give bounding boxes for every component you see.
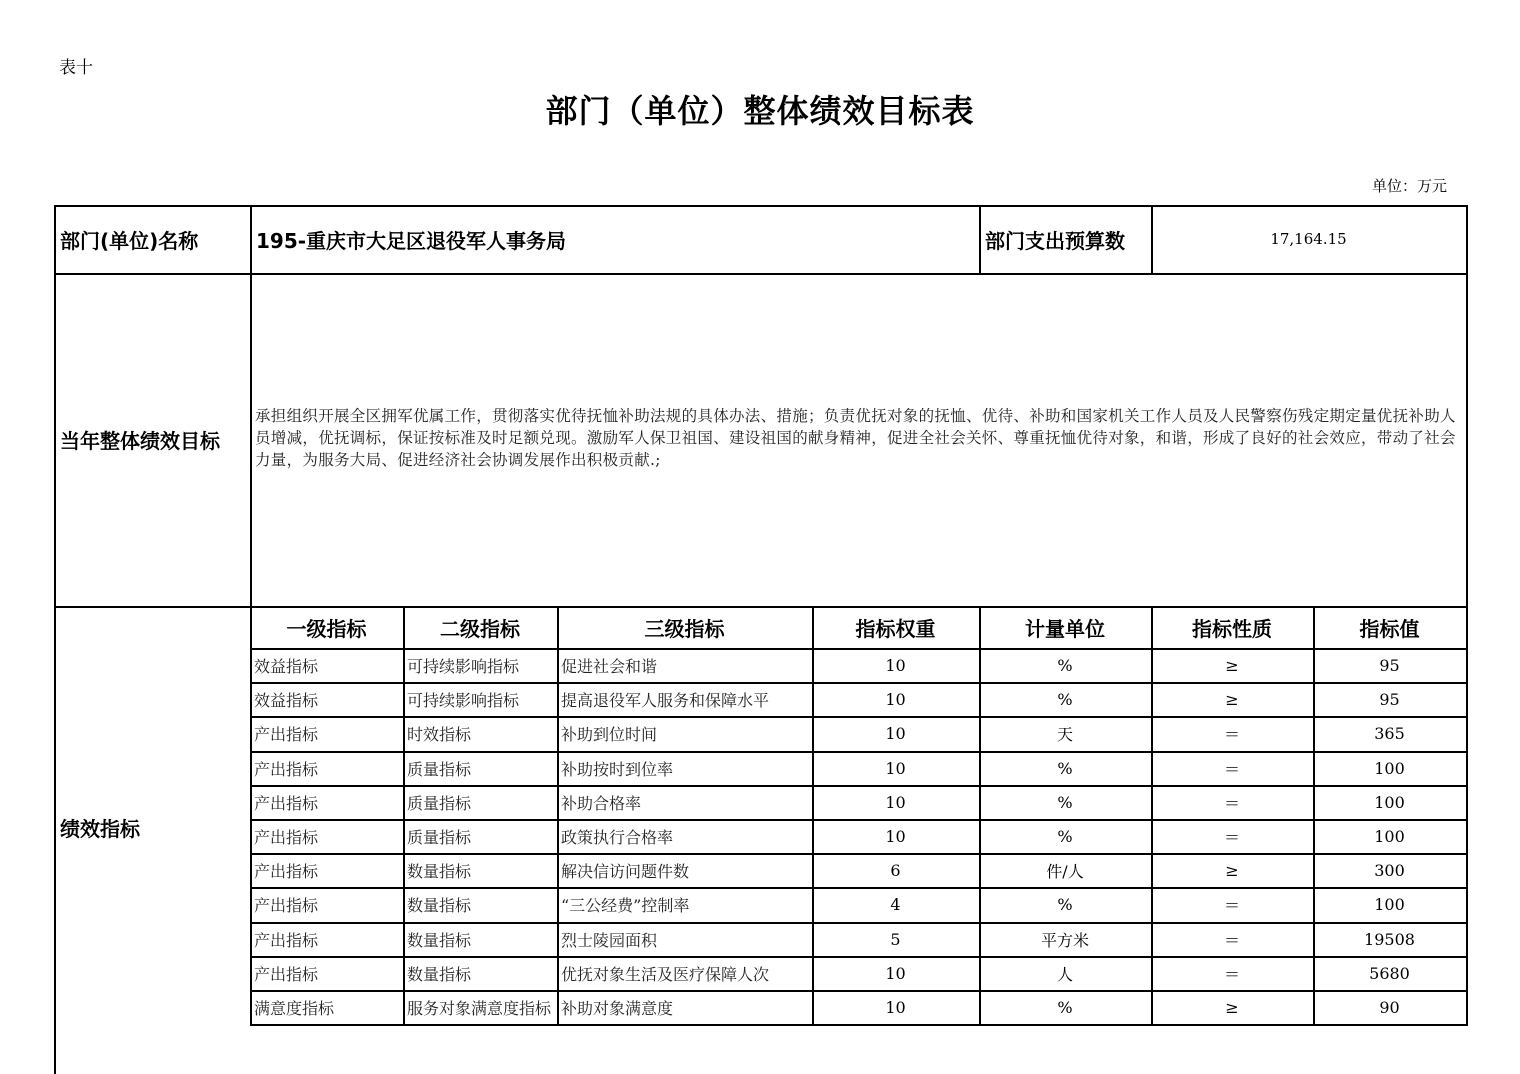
table-cell: 10 bbox=[885, 689, 906, 709]
table-cell: % bbox=[1057, 792, 1073, 812]
table-rule bbox=[54, 273, 1466, 275]
table-cell: 10 bbox=[885, 997, 906, 1017]
table-cell: 100 bbox=[1374, 792, 1405, 812]
table-cell: 100 bbox=[1374, 758, 1405, 778]
table-cell: “三公经费”控制率 bbox=[561, 896, 690, 915]
table-cell: 促进社会和谐 bbox=[561, 656, 658, 676]
column-header: 一级指标 bbox=[286, 616, 367, 641]
column-header: 指标值 bbox=[1359, 616, 1420, 641]
table-cell: 产出指标 bbox=[254, 964, 319, 984]
table-cell: ＝ bbox=[1223, 964, 1240, 984]
column-header: 二级指标 bbox=[440, 616, 520, 641]
table-cell: 产出指标 bbox=[254, 793, 319, 813]
table-cell: ＝ bbox=[1223, 759, 1240, 779]
table-cell: 解决信访问题件数 bbox=[561, 861, 690, 881]
table-cell: 10 bbox=[885, 758, 906, 778]
table-cell: 优抚对象生活及医疗保障人次 bbox=[561, 964, 770, 984]
table-number: 表十 bbox=[59, 58, 93, 78]
table-cell: 提高退役军人服务和保障水平 bbox=[561, 690, 770, 710]
indicators-label: 绩效指标 bbox=[60, 817, 140, 841]
table-cell: 数量指标 bbox=[407, 930, 472, 950]
table-cell: % bbox=[1057, 826, 1073, 846]
budget-label: 部门支出预算数 bbox=[985, 228, 1125, 253]
table-cell: 天 bbox=[1056, 725, 1073, 744]
column-header: 三级指标 bbox=[644, 616, 725, 641]
table-cell: 烈士陵园面积 bbox=[561, 930, 658, 950]
dept-name-value: 195-重庆市大足区退役军人事务局 bbox=[256, 228, 567, 253]
page-title: 部门（单位）整体绩效目标表 bbox=[545, 92, 975, 130]
table-cell: ＝ bbox=[1223, 930, 1240, 950]
table-cell: ＝ bbox=[1223, 725, 1240, 744]
table-cell: % bbox=[1057, 758, 1073, 778]
table-cell: 100 bbox=[1374, 895, 1405, 914]
table-cell: 95 bbox=[1379, 655, 1400, 675]
table-cell: 10 bbox=[885, 826, 906, 846]
table-cell: 10 bbox=[885, 724, 906, 743]
table-cell: 95 bbox=[1379, 689, 1400, 709]
table-cell: 6 bbox=[890, 860, 901, 880]
table-cell: ＝ bbox=[1223, 827, 1240, 847]
table-cell: 件/人 bbox=[1046, 861, 1084, 881]
table-cell: ≥ bbox=[1225, 689, 1239, 709]
table-cell: 质量指标 bbox=[407, 793, 472, 813]
table-cell: 补助按时到位率 bbox=[561, 759, 674, 779]
table-cell: 时效指标 bbox=[407, 725, 472, 744]
goal-text: 承担组织开展全区拥军优属工作，贯彻落实优待抚恤补助法规的具体办法、措施；负责优抚对象的抚恤、优待、补助和国家机关工作人员及人民警察伤残定期定量优抚补助人员增减，优抚调标，保证按标准及时足额兑现。激励军人保卫祖国、建设祖国的献身精神，促进全社会关怀、尊重抚恤优待对象，和谐，形成了良好的社会效应，带动了社会力量，为服务大局、促进经济社会协调发展作出积极贡献.; bbox=[255, 407, 1456, 469]
table-cell: 数量指标 bbox=[407, 896, 472, 915]
column-header: 指标权重 bbox=[855, 616, 936, 641]
table-cell: 补助对象满意度 bbox=[561, 998, 674, 1018]
table-cell: % bbox=[1057, 655, 1073, 675]
table-cell: 产出指标 bbox=[254, 930, 319, 950]
table-cell: ≥ bbox=[1225, 655, 1239, 675]
budget-value: 17,164.15 bbox=[1270, 230, 1347, 248]
table-cell: ≥ bbox=[1225, 860, 1239, 880]
table-cell: ＝ bbox=[1223, 793, 1240, 813]
table-cell: 产出指标 bbox=[254, 725, 319, 744]
table-cell: 5 bbox=[890, 929, 901, 949]
table-rule bbox=[1466, 606, 1468, 1026]
table-cell: 效益指标 bbox=[254, 690, 319, 710]
goal-label: 当年整体绩效目标 bbox=[60, 429, 220, 453]
table-cell: 365 bbox=[1374, 724, 1405, 743]
table-cell: 质量指标 bbox=[407, 759, 472, 779]
table-cell: 平方米 bbox=[1040, 930, 1089, 950]
table-cell: 补助到位时间 bbox=[561, 725, 658, 744]
table-cell: 满意度指标 bbox=[254, 998, 335, 1018]
table-cell: 19508 bbox=[1364, 929, 1415, 949]
column-header: 指标性质 bbox=[1192, 616, 1272, 641]
table-cell: 数量指标 bbox=[407, 861, 472, 881]
table-cell: 数量指标 bbox=[407, 964, 472, 984]
table-cell: ＝ bbox=[1223, 896, 1240, 915]
table-cell: 服务对象满意度指标 bbox=[407, 998, 552, 1018]
table-cell: 人 bbox=[1056, 964, 1073, 984]
dept-name-label: 部门(单位)名称 bbox=[60, 228, 199, 253]
table-cell: 政策执行合格率 bbox=[561, 827, 674, 847]
table-cell: 产出指标 bbox=[254, 759, 319, 779]
table-cell: 300 bbox=[1374, 860, 1405, 880]
table-cell: 产出指标 bbox=[254, 827, 319, 847]
table-cell: 可持续影响指标 bbox=[407, 690, 520, 710]
table-cell: 产出指标 bbox=[254, 861, 319, 881]
table-cell: 可持续影响指标 bbox=[407, 656, 520, 676]
table-cell: 质量指标 bbox=[407, 827, 472, 847]
table-cell: 效益指标 bbox=[254, 656, 319, 676]
table-cell: 10 bbox=[885, 655, 906, 675]
table-cell: ≥ bbox=[1225, 997, 1239, 1017]
table-cell: 90 bbox=[1379, 997, 1400, 1017]
table-cell: % bbox=[1057, 689, 1073, 709]
table-rule bbox=[250, 1024, 1466, 1026]
table-cell: % bbox=[1057, 997, 1073, 1017]
table-cell: 10 bbox=[885, 792, 906, 812]
table-cell: 4 bbox=[890, 895, 901, 914]
table-cell: 补助合格率 bbox=[561, 793, 642, 813]
unit-label: 单位：万元 bbox=[1372, 177, 1448, 195]
table-cell: 5680 bbox=[1369, 963, 1410, 983]
table-rule bbox=[1466, 205, 1468, 606]
table-cell: 10 bbox=[885, 963, 906, 983]
table-cell: 100 bbox=[1374, 826, 1405, 846]
table-cell: 产出指标 bbox=[254, 896, 319, 915]
table-cell: % bbox=[1057, 895, 1073, 914]
column-header: 计量单位 bbox=[1025, 616, 1105, 641]
